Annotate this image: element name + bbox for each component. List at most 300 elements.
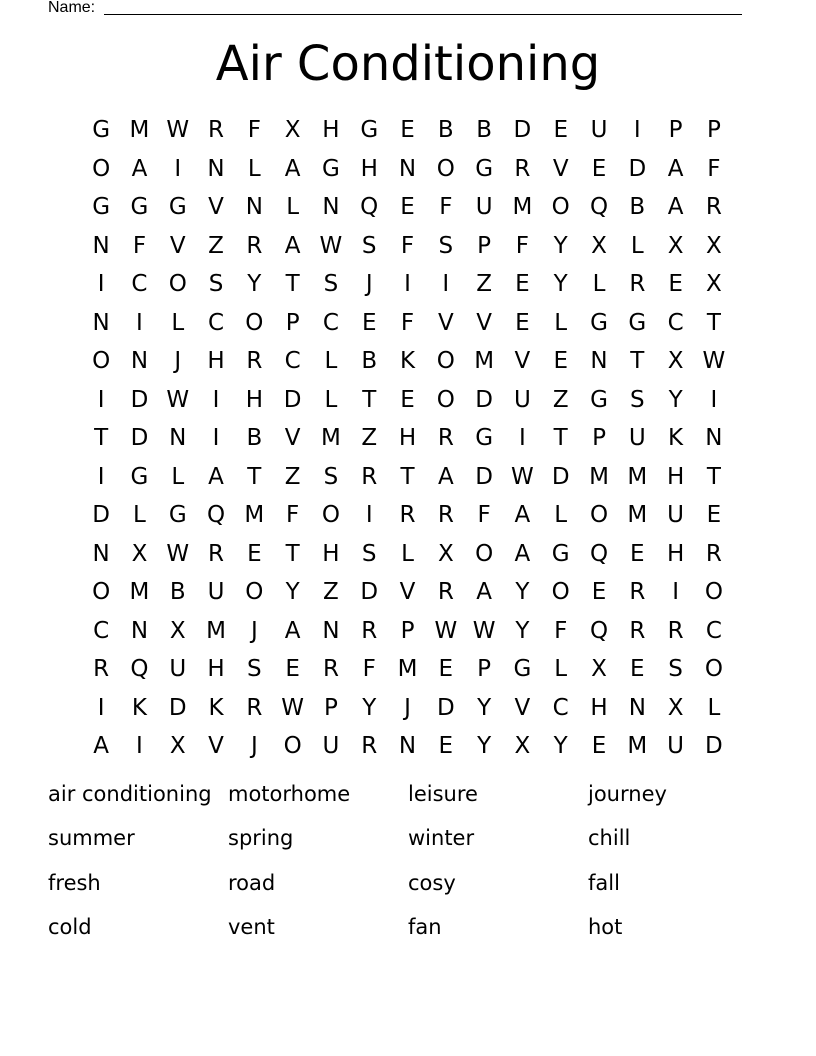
grid-cell: R — [322, 656, 339, 682]
grid-cell: A — [208, 463, 224, 490]
grid-cell: N — [398, 733, 417, 759]
grid-cell: H — [666, 540, 685, 567]
grid-cell: F — [362, 656, 376, 682]
grid-cell: F — [132, 232, 147, 259]
grid-cell: W — [702, 348, 726, 374]
grid-cell: R — [93, 656, 110, 682]
letter-grid — [82, 112, 733, 767]
grid-cell: E — [400, 194, 415, 220]
grid-cell: W — [166, 540, 190, 567]
grid-cell: U — [169, 656, 187, 682]
grid-cell: Y — [515, 579, 530, 605]
grid-cell: L — [592, 271, 606, 297]
grid-cell: V — [514, 348, 531, 374]
grid-cell: T — [706, 463, 721, 490]
grid-cell: T — [285, 271, 300, 297]
grid-cell: H — [322, 117, 340, 143]
grid-cell: O — [475, 540, 494, 567]
grid-cell: S — [247, 656, 262, 682]
grid-cell: J — [365, 271, 373, 297]
grid-row — [82, 305, 733, 344]
grid-cell: L — [554, 309, 568, 336]
word-list-row — [48, 778, 768, 822]
grid-cell: H — [322, 540, 340, 567]
grid-cell: V — [437, 309, 454, 336]
grid-cell: H — [666, 463, 685, 490]
grid-cell: D — [130, 386, 149, 413]
grid-cell: G — [628, 309, 647, 336]
word-list-item: summer — [48, 826, 135, 851]
grid-cell: Q — [130, 656, 149, 682]
grid-cell: F — [400, 309, 415, 336]
word-list — [48, 778, 768, 955]
grid-cell: Q — [589, 540, 609, 567]
grid-cell: G — [168, 194, 187, 220]
grid-cell: X — [591, 656, 607, 682]
grid-cell: L — [133, 502, 146, 528]
grid-cell: V — [552, 155, 569, 182]
grid-cell: J — [250, 617, 258, 644]
word-list-item: vent — [228, 914, 275, 939]
grid-cell: N — [322, 617, 340, 644]
grid-cell: Y — [668, 386, 683, 413]
grid-cell: M — [206, 617, 226, 644]
grid-cell: A — [93, 733, 110, 759]
grid-cell: W — [434, 617, 458, 644]
grid-cell: R — [399, 502, 416, 528]
grid-cell: M — [129, 117, 150, 143]
grid-cell: S — [668, 656, 683, 682]
grid-cell: Q — [360, 194, 379, 220]
grid-cell: D — [436, 694, 455, 721]
grid-cell: R — [361, 463, 378, 490]
word-list-item: fan — [408, 914, 442, 939]
grid-cell: Y — [553, 733, 568, 759]
grid-cell: R — [246, 348, 263, 374]
grid-cell: S — [361, 232, 377, 259]
word-list-row — [48, 822, 768, 866]
grid-cell: I — [519, 425, 526, 451]
grid-cell: T — [247, 463, 262, 490]
grid-cell: N — [628, 694, 646, 721]
grid-cell: D — [513, 117, 532, 143]
grid-cell: N — [92, 232, 110, 259]
grid-cell: A — [437, 463, 454, 490]
grid-cell: Y — [477, 694, 492, 721]
grid-cell: R — [361, 617, 378, 644]
grid-cell: E — [515, 271, 530, 297]
grid-cell: N — [207, 155, 225, 182]
grid-cell: W — [472, 617, 496, 644]
grid-cell: E — [361, 309, 377, 336]
grid-cell: S — [323, 271, 339, 297]
word-list-item: leisure — [408, 782, 478, 806]
grid-cell: R — [437, 502, 454, 528]
grid-cell: B — [169, 579, 186, 605]
grid-cell: X — [706, 232, 722, 259]
grid-row — [82, 151, 733, 190]
grid-cell: D — [628, 155, 647, 182]
grid-cell: O — [436, 348, 455, 374]
grid-cell: G — [168, 502, 187, 528]
grid-cell: G — [551, 540, 570, 567]
grid-row — [82, 112, 733, 151]
grid-cell: O — [245, 579, 264, 605]
name-label: Name: — [48, 0, 96, 16]
grid-cell: N — [130, 617, 149, 644]
grid-cell: E — [630, 540, 645, 567]
name-line — [104, 14, 742, 15]
grid-cell: J — [174, 348, 182, 374]
grid-cell: A — [131, 155, 148, 182]
grid-cell: E — [630, 656, 645, 682]
grid-cell: C — [552, 694, 569, 721]
word-list-item: fresh — [48, 870, 101, 895]
grid-cell: K — [668, 425, 684, 451]
grid-cell: F — [477, 502, 491, 528]
grid-cell: U — [475, 194, 493, 220]
grid-cell: E — [553, 348, 568, 374]
grid-row — [82, 382, 733, 421]
grid-cell: F — [515, 232, 530, 259]
grid-cell: A — [667, 194, 684, 220]
grid-cell: W — [166, 117, 190, 143]
grid-cell: E — [438, 733, 454, 759]
grid-cell: D — [705, 733, 723, 759]
grid-cell: P — [323, 694, 338, 721]
grid-cell: C — [131, 271, 148, 297]
grid-cell: M — [129, 579, 150, 605]
grid-cell: N — [322, 194, 340, 220]
grid-cell: C — [93, 617, 110, 644]
grid-cell: X — [169, 617, 186, 644]
grid-cell: Y — [515, 617, 530, 644]
grid-cell: A — [284, 155, 301, 182]
grid-cell: I — [365, 502, 373, 528]
grid-cell: O — [321, 502, 340, 528]
grid-cell: Y — [247, 271, 262, 297]
grid-cell: L — [401, 540, 414, 567]
grid-cell: F — [554, 617, 568, 644]
grid-cell: R — [246, 232, 263, 259]
grid-cell: X — [591, 232, 607, 259]
grid-cell: M — [474, 348, 495, 374]
grid-cell: G — [322, 155, 340, 182]
grid-cell: I — [212, 386, 220, 413]
grid-cell: A — [284, 617, 301, 644]
grid-cell: E — [591, 579, 607, 605]
grid-cell: L — [324, 348, 338, 374]
grid-cell: X — [169, 733, 186, 759]
grid-cell: S — [361, 540, 377, 567]
grid-cell: L — [630, 232, 644, 259]
grid-cell: W — [319, 232, 343, 259]
grid-cell: S — [438, 232, 454, 259]
word-list-item: road — [228, 870, 276, 895]
grid-cell: E — [668, 271, 683, 297]
grid-cell: H — [207, 348, 225, 374]
grid-cell: Z — [208, 232, 224, 259]
grid-cell: Q — [589, 617, 609, 644]
grid-cell: F — [400, 232, 415, 259]
grid-cell: D — [283, 386, 302, 413]
grid-cell: V — [399, 579, 416, 605]
grid-cell: E — [247, 540, 262, 567]
grid-cell: Y — [553, 232, 568, 259]
grid-cell: I — [672, 579, 679, 605]
grid-cell: I — [97, 271, 105, 297]
word-list-item: cosy — [408, 870, 456, 895]
grid-cell: X — [667, 348, 684, 374]
grid-cell: L — [554, 502, 568, 528]
grid-cell: I — [136, 309, 143, 336]
grid-cell: H — [590, 694, 608, 721]
grid-cell: R — [629, 271, 646, 297]
grid-cell: R — [437, 425, 454, 451]
grid-cell: O — [92, 348, 111, 374]
grid-cell: G — [130, 194, 149, 220]
grid-cell: K — [131, 694, 147, 721]
grid-cell: X — [667, 694, 684, 721]
grid-cell: M — [512, 194, 533, 220]
grid-cell: P — [477, 656, 492, 682]
grid-cell: G — [130, 463, 149, 490]
grid-cell: I — [442, 271, 450, 297]
grid-cell: G — [590, 309, 608, 336]
grid-cell: B — [437, 117, 454, 143]
grid-cell: E — [553, 117, 568, 143]
grid-cell: M — [627, 502, 648, 528]
grid-cell: O — [283, 733, 302, 759]
grid-row — [82, 189, 733, 228]
grid-cell: O — [551, 194, 570, 220]
grid-cell: P — [592, 425, 606, 451]
grid-cell: Z — [476, 271, 492, 297]
grid-cell: R — [208, 117, 225, 143]
grid-cell: P — [285, 309, 300, 336]
grid-cell: Z — [361, 425, 378, 451]
page-title: Air Conditioning — [215, 36, 601, 92]
grid-cell: C — [322, 309, 339, 336]
grid-cell: G — [513, 656, 532, 682]
grid-cell: C — [705, 617, 722, 644]
grid-cell: U — [667, 502, 685, 528]
grid-cell: V — [208, 194, 224, 220]
grid-cell: S — [630, 386, 645, 413]
grid-cell: R — [667, 617, 684, 644]
name-field — [48, 0, 742, 18]
grid-cell: F — [247, 117, 261, 143]
grid-cell: T — [362, 386, 377, 413]
grid-cell: A — [284, 232, 301, 259]
grid-cell: Y — [362, 694, 377, 721]
grid-cell: C — [667, 309, 684, 336]
grid-cell: P — [400, 617, 415, 644]
grid-cell: V — [208, 733, 224, 759]
grid-cell: P — [706, 117, 721, 143]
grid-cell: T — [630, 348, 645, 374]
grid-cell: W — [511, 463, 534, 490]
grid-cell: I — [174, 155, 182, 182]
grid-cell: O — [551, 579, 570, 605]
grid-cell: F — [707, 155, 721, 182]
grid-cell: O — [92, 155, 111, 182]
grid-cell: X — [514, 733, 531, 759]
grid-cell: M — [397, 656, 418, 682]
grid-row — [82, 343, 733, 382]
grid-cell: S — [323, 463, 339, 490]
grid-cell: M — [589, 463, 609, 490]
grid-cell: R — [246, 694, 263, 721]
word-list-item: hot — [588, 914, 623, 939]
grid-cell: N — [705, 425, 723, 451]
grid-cell: P — [668, 117, 683, 143]
word-list-item: winter — [408, 826, 475, 851]
grid-cell: I — [212, 425, 220, 451]
grid-cell: O — [704, 656, 723, 682]
grid-cell: O — [168, 271, 187, 297]
grid-cell: I — [97, 386, 105, 413]
grid-cell: C — [284, 348, 301, 374]
word-list-item: cold — [48, 914, 92, 939]
grid-cell: G — [475, 425, 494, 451]
grid-cell: U — [322, 733, 340, 759]
grid-cell: O — [704, 579, 723, 605]
grid-cell: V — [169, 232, 186, 259]
grid-row — [82, 574, 733, 613]
word-list-item: motorhome — [228, 782, 351, 806]
grid-row — [82, 497, 733, 536]
grid-cell: N — [245, 194, 263, 220]
grid-cell: U — [207, 579, 225, 605]
grid-cell: B — [476, 117, 492, 143]
grid-cell: A — [667, 155, 684, 182]
grid-cell: X — [667, 232, 684, 259]
word-list-item: journey — [588, 782, 667, 806]
grid-cell: I — [633, 117, 641, 143]
grid-cell: H — [360, 155, 378, 182]
grid-cell: Z — [323, 579, 339, 605]
grid-cell: U — [513, 386, 531, 413]
grid-cell: M — [627, 463, 648, 490]
grid-cell: X — [284, 117, 301, 143]
grid-cell: R — [437, 579, 454, 605]
grid-cell: C — [208, 309, 225, 336]
grid-cell: E — [591, 733, 607, 759]
grid-cell: D — [92, 502, 110, 528]
grid-cell: M — [321, 425, 341, 451]
grid-cell: B — [246, 425, 263, 451]
grid-cell: O — [92, 579, 111, 605]
grid-row — [82, 266, 733, 305]
grid-cell: D — [551, 463, 570, 490]
grid-cell: U — [628, 425, 646, 451]
grid-cell: I — [97, 463, 105, 490]
grid-cell: Y — [477, 733, 492, 759]
grid-cell: R — [629, 579, 646, 605]
grid-cell: B — [361, 348, 378, 374]
grid-row — [82, 728, 733, 767]
grid-cell: E — [400, 117, 415, 143]
grid-cell: E — [706, 502, 722, 528]
grid-row — [82, 459, 733, 498]
grid-cell: G — [360, 117, 379, 143]
grid-row — [82, 420, 733, 459]
grid-cell: R — [361, 733, 378, 759]
grid-cell: T — [94, 425, 109, 451]
grid-cell: O — [436, 155, 455, 182]
grid-cell: R — [208, 540, 225, 567]
grid-cell: W — [281, 694, 304, 721]
grid-cell: R — [629, 617, 646, 644]
grid-cell: O — [436, 386, 455, 413]
grid-row — [82, 613, 733, 652]
grid-cell: Z — [284, 463, 301, 490]
grid-cell: A — [476, 579, 492, 605]
word-list-row — [48, 867, 768, 911]
grid-cell: E — [591, 155, 607, 182]
grid-cell: V — [284, 425, 301, 451]
grid-cell: G — [92, 117, 111, 143]
grid-cell: N — [130, 348, 149, 374]
grid-cell: L — [171, 463, 185, 490]
grid-cell: O — [589, 502, 609, 528]
grid-cell: H — [398, 425, 417, 451]
grid-cell: L — [554, 656, 568, 682]
grid-cell: H — [207, 656, 225, 682]
grid-cell: U — [590, 117, 608, 143]
grid-cell: D — [360, 579, 379, 605]
grid-cell: I — [97, 694, 105, 721]
grid-cell: A — [514, 540, 531, 567]
grid-row — [82, 651, 733, 690]
word-list-item: spring — [228, 826, 294, 851]
grid-cell: T — [553, 425, 568, 451]
grid-cell: J — [404, 694, 411, 721]
grid-cell: N — [590, 348, 608, 374]
grid-cell: A — [514, 502, 531, 528]
grid-cell: I — [710, 386, 718, 413]
grid-cell: G — [475, 155, 494, 182]
grid-cell: P — [477, 232, 492, 259]
grid-row — [82, 228, 733, 267]
grid-cell: N — [92, 540, 110, 567]
grid-cell: D — [130, 425, 149, 451]
grid-cell: N — [169, 425, 187, 451]
grid-cell: F — [439, 194, 453, 220]
grid-cell: D — [475, 386, 493, 413]
grid-row — [82, 536, 733, 575]
word-list-item: fall — [588, 870, 620, 895]
grid-row — [82, 690, 733, 729]
grid-cell: X — [131, 540, 148, 567]
grid-cell: G — [590, 386, 608, 413]
word-list-item: chill — [588, 826, 631, 851]
grid-cell: E — [515, 309, 530, 336]
grid-cell: D — [168, 694, 187, 721]
grid-cell: T — [400, 463, 415, 490]
grid-cell: V — [476, 309, 492, 336]
grid-cell: U — [667, 733, 685, 759]
grid-cell: Z — [552, 386, 569, 413]
word-list-item: air conditioning — [48, 782, 212, 806]
grid-cell: H — [245, 386, 263, 413]
grid-cell: O — [245, 309, 264, 336]
grid-cell: L — [286, 194, 300, 220]
grid-cell: Y — [285, 579, 300, 605]
grid-cell: R — [705, 194, 722, 220]
grid-cell: X — [706, 271, 722, 297]
